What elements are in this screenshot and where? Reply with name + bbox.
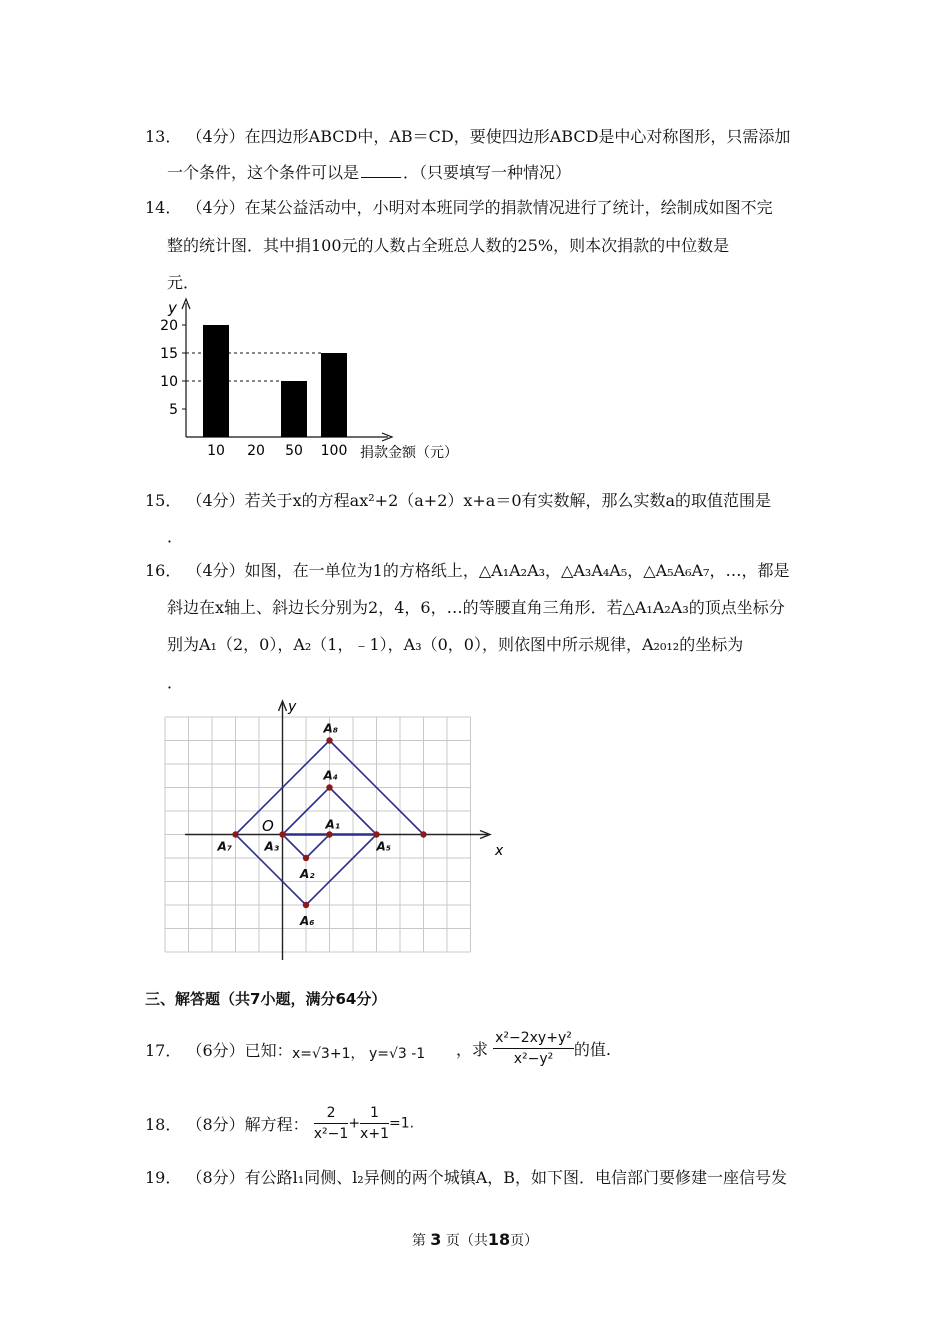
- expr-y: y=√3 -1: [368, 1046, 426, 1062]
- point-marker: [279, 831, 285, 837]
- point-marker: [326, 831, 332, 837]
- point-marker: [326, 737, 332, 743]
- question-text: 在四边形ABCD中，AB＝CD，要使四边形ABCD是中心对称图形，只需添加: [244, 127, 791, 146]
- point-label: A₅: [376, 839, 392, 854]
- question-number: 13．: [145, 127, 182, 146]
- point-label: A₇: [217, 839, 233, 854]
- q16-line1: [145, 560, 789, 582]
- question-number: 18．: [145, 1115, 182, 1134]
- question-score: （8分）: [186, 1168, 245, 1187]
- x-tick-label: 20: [247, 443, 265, 459]
- bar-10: [203, 325, 229, 437]
- bar-100: [321, 353, 347, 437]
- question-score: （6分）: [186, 1041, 245, 1060]
- donation-bar-chart: [160, 295, 480, 465]
- triangle-edge: [306, 835, 330, 859]
- answer-blank: [361, 163, 401, 178]
- point-marker: [303, 902, 309, 908]
- q18-fraction-2: [360, 1105, 389, 1142]
- y-axis-label: y: [168, 299, 177, 317]
- footer-text: 页（共: [445, 1233, 488, 1249]
- question-number: 17．: [145, 1041, 182, 1060]
- separator: ，: [350, 1046, 365, 1062]
- fraction-denominator: x+1: [360, 1126, 389, 1142]
- question-text: 有公路l₁同侧、l₂异侧的两个城镇A，B，如下图．电信部门要修建一座信号发: [244, 1168, 788, 1187]
- point-marker: [373, 831, 379, 837]
- x-tick-label: 10: [207, 443, 225, 459]
- question-number: 14．: [145, 198, 182, 217]
- q13-line1: [145, 126, 790, 148]
- y-axis-label: y: [288, 699, 297, 715]
- triangle-edge: [283, 835, 307, 859]
- triangle-edge: [306, 835, 377, 906]
- point-marker: [303, 855, 309, 861]
- section-title: 三、解答题（共7小题，满分64分）: [145, 990, 387, 1008]
- q17-line: [145, 1040, 293, 1062]
- question-text: ，求: [456, 1040, 489, 1059]
- y-tick-label: 10: [160, 374, 178, 390]
- q14-line3: 元．: [167, 273, 200, 292]
- point-label: A₃: [264, 839, 280, 854]
- q16-line2: 斜边在x轴上、斜边长分别为2，4，6，…的等腰直角三角形．若△A₁A₂A₃的顶点坐标分: [167, 598, 785, 617]
- question-text: 如图，在一单位为1的方格纸上，△A₁A₂A₃，△A₃A₄A₅，△A₅A₆A₇，…，都是: [244, 561, 790, 580]
- fraction-denominator: x²−y²: [513, 1051, 554, 1067]
- q17-ask: [456, 1030, 611, 1067]
- plus-sign: +: [348, 1115, 361, 1132]
- y-tick-label: 20: [160, 318, 178, 334]
- point-marker: [232, 831, 238, 837]
- q19-line1: [145, 1167, 787, 1189]
- page-footer: [0, 1230, 950, 1250]
- x-axis-label: 捐款金额（元）: [360, 445, 458, 461]
- equation-tail: =1.: [388, 1115, 415, 1132]
- footer-text: 第: [411, 1233, 426, 1249]
- question-text: 已知：: [244, 1041, 293, 1060]
- point-label: A₆: [300, 914, 315, 928]
- question-score: （4分）: [186, 198, 245, 217]
- q13-line2: [167, 162, 571, 184]
- point-label: A₂: [300, 867, 315, 881]
- question-text: ．（只要填写一种情况）: [403, 163, 572, 182]
- point-marker: [420, 831, 426, 837]
- question-text: 解方程：: [244, 1115, 309, 1134]
- q16-line4: ．: [167, 673, 184, 692]
- point-label: A₁: [325, 817, 341, 832]
- q18-line: [145, 1105, 414, 1142]
- question-score: （8分）: [186, 1115, 245, 1134]
- y-tick-label: 5: [169, 402, 178, 418]
- page-number: 3: [430, 1230, 442, 1249]
- x-axis-label: x: [495, 843, 504, 859]
- fraction-numerator: x²−2xy+y²: [493, 1030, 574, 1049]
- fraction-numerator: 2: [314, 1105, 349, 1124]
- point-label: A₄: [323, 768, 339, 783]
- fraction-numerator: 1: [360, 1105, 389, 1124]
- q17-expr-x: [292, 1043, 425, 1063]
- q14-line1: [145, 197, 773, 219]
- point-marker: [326, 784, 332, 790]
- question-text: 一个条件，这个条件可以是: [167, 163, 360, 182]
- question-text: 若关于x的方程ax²+2（a+2）x+a＝0有实数解，那么实数a的取值范围是: [244, 491, 772, 510]
- q18-fraction-1: [314, 1105, 349, 1142]
- question-number: 15．: [145, 491, 182, 510]
- footer-text: 页）: [510, 1233, 539, 1249]
- question-score: （4分）: [186, 561, 245, 580]
- q14-line2: 整的统计图．其中捐100元的人数占全班总人数的25%，则本次捐款的中位数是: [167, 236, 730, 255]
- x-tick-label: 100: [320, 443, 348, 459]
- y-tick-label: 15: [160, 346, 178, 362]
- question-text: 的值.: [573, 1040, 611, 1059]
- x-tick-label: 50: [285, 443, 303, 459]
- q17-fraction: [493, 1030, 574, 1067]
- total-pages: 18: [487, 1230, 511, 1249]
- question-number: 16．: [145, 561, 182, 580]
- origin-label: O: [262, 817, 274, 835]
- q15-line2: ．: [167, 527, 184, 546]
- point-label: A₈: [323, 721, 339, 736]
- expr-x: x=√3+1: [292, 1046, 351, 1062]
- bar-50: [281, 381, 307, 437]
- q15-line1: [145, 490, 771, 512]
- question-score: （4分）: [186, 491, 245, 510]
- question-score: （4分）: [186, 127, 245, 146]
- q16-line3: 别为A₁（2，0），A₂（1，﹣1），A₃（0，0），则依图中所示规律，A₂₀₁₂的坐标为: [167, 635, 744, 654]
- question-text: 在某公益活动中，小明对本班同学的捐款情况进行了统计，绘制成如图不完: [244, 198, 773, 217]
- fraction-denominator: x²−1: [313, 1126, 349, 1142]
- triangle-grid-figure: [160, 695, 510, 965]
- question-number: 19．: [145, 1168, 182, 1187]
